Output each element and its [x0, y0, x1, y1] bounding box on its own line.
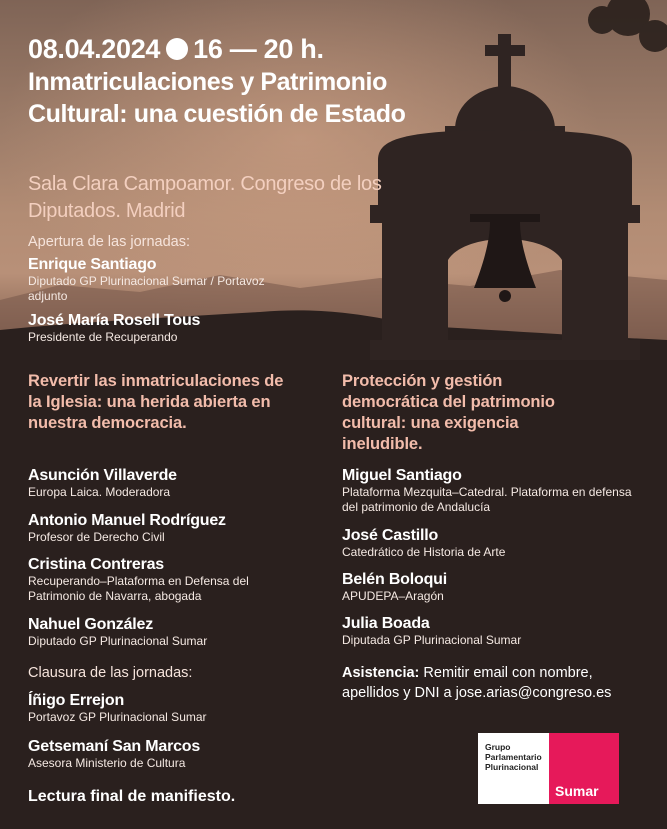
speaker-name: José María Rosell Tous: [28, 312, 201, 329]
event-title: Inmatriculaciones y Patrimonio Cultural: una cuestión de Estado: [28, 68, 406, 128]
speaker-right-2: [342, 526, 632, 560]
speaker-role: Portavoz GP Plurinacional Sumar: [28, 710, 207, 724]
speaker-name: Enrique Santiago: [28, 256, 157, 273]
speaker-opening-2: [28, 311, 288, 345]
speaker-role: Catedrático de Historia de Arte: [342, 545, 506, 559]
logo-brand: Sumar: [555, 783, 599, 799]
speaker-name: Miguel Santiago: [342, 467, 462, 484]
speaker-name: Íñigo Errejon: [28, 692, 125, 709]
sumar-logo: [478, 733, 619, 804]
closing-final: Lectura final de manifiesto.: [28, 788, 236, 805]
speaker-left-1: [28, 466, 308, 500]
speaker-role: Recuperando–Plataforma en Defensa del Patrimonio de Navarra, abogada: [28, 574, 249, 603]
speaker-role: Europa Laica. Moderadora: [28, 485, 171, 499]
speaker-name: Belén Boloqui: [342, 571, 447, 588]
opening-label: Apertura de las jornadas:: [28, 234, 191, 250]
speaker-right-4: [342, 614, 632, 648]
event-venue: Sala Clara Campoamor. Congreso de los Diputados. Madrid: [28, 173, 382, 222]
panel-left-heading: Revertir las inmatriculaciones de la Iglesia: una herida abierta en nuestra democracia.: [28, 372, 284, 432]
speaker-role: Diputada GP Plurinacional Sumar: [342, 633, 522, 647]
speaker-role: Presidente de Recuperando: [28, 330, 178, 344]
speaker-role: Asesora Ministerio de Cultura: [28, 756, 186, 770]
attendance-text: Remitir email con nombre, apellidos y DNI a jose.arias@congreso.es: [342, 665, 612, 701]
speaker-opening-1: [28, 255, 268, 304]
speaker-role: Plataforma Mezquita–Catedral. Plataforma en defensa del patrimonio de Andalucía: [342, 485, 632, 514]
speaker-name: José Castillo: [342, 527, 439, 544]
speaker-right-1: [342, 466, 632, 515]
speaker-name: Cristina Contreras: [28, 556, 164, 573]
panel-right-heading: Protección y gestión democrática del patrimonio cultural: una exigencia ineludible.: [342, 372, 555, 453]
speaker-role: Diputado GP Plurinacional Sumar / Portavoz adjunto: [28, 274, 265, 303]
speaker-role: Diputado GP Plurinacional Sumar: [28, 634, 208, 648]
speaker-closing-1: [28, 691, 308, 725]
bullet-dot-icon: [166, 38, 188, 60]
speaker-right-3: [342, 570, 632, 604]
attendance-label: Asistencia:: [342, 665, 420, 681]
speaker-left-4: [28, 615, 308, 649]
speaker-left-3: [28, 555, 278, 604]
attendance-note: [342, 663, 642, 703]
speaker-name: Antonio Manuel Rodríguez: [28, 512, 226, 529]
speaker-name: Julia Boada: [342, 615, 430, 632]
event-date: 08.04.2024 16 — 20 h.: [28, 34, 324, 64]
logo-line-1: Grupo: [485, 742, 511, 752]
logo-line-3: Plurinacional: [485, 762, 539, 772]
speaker-name: Getsemaní San Marcos: [28, 738, 201, 755]
speaker-role: Profesor de Derecho Civil: [28, 530, 165, 544]
logo-line-2: Parlamentario: [485, 752, 542, 762]
speaker-name: Nahuel González: [28, 616, 154, 633]
closing-label: Clausura de las jornadas:: [28, 665, 193, 681]
speaker-name: Asunción Villaverde: [28, 467, 177, 484]
speaker-left-2: [28, 511, 308, 545]
speaker-closing-2: [28, 737, 308, 771]
speaker-role: APUDEPA–Aragón: [342, 589, 444, 603]
